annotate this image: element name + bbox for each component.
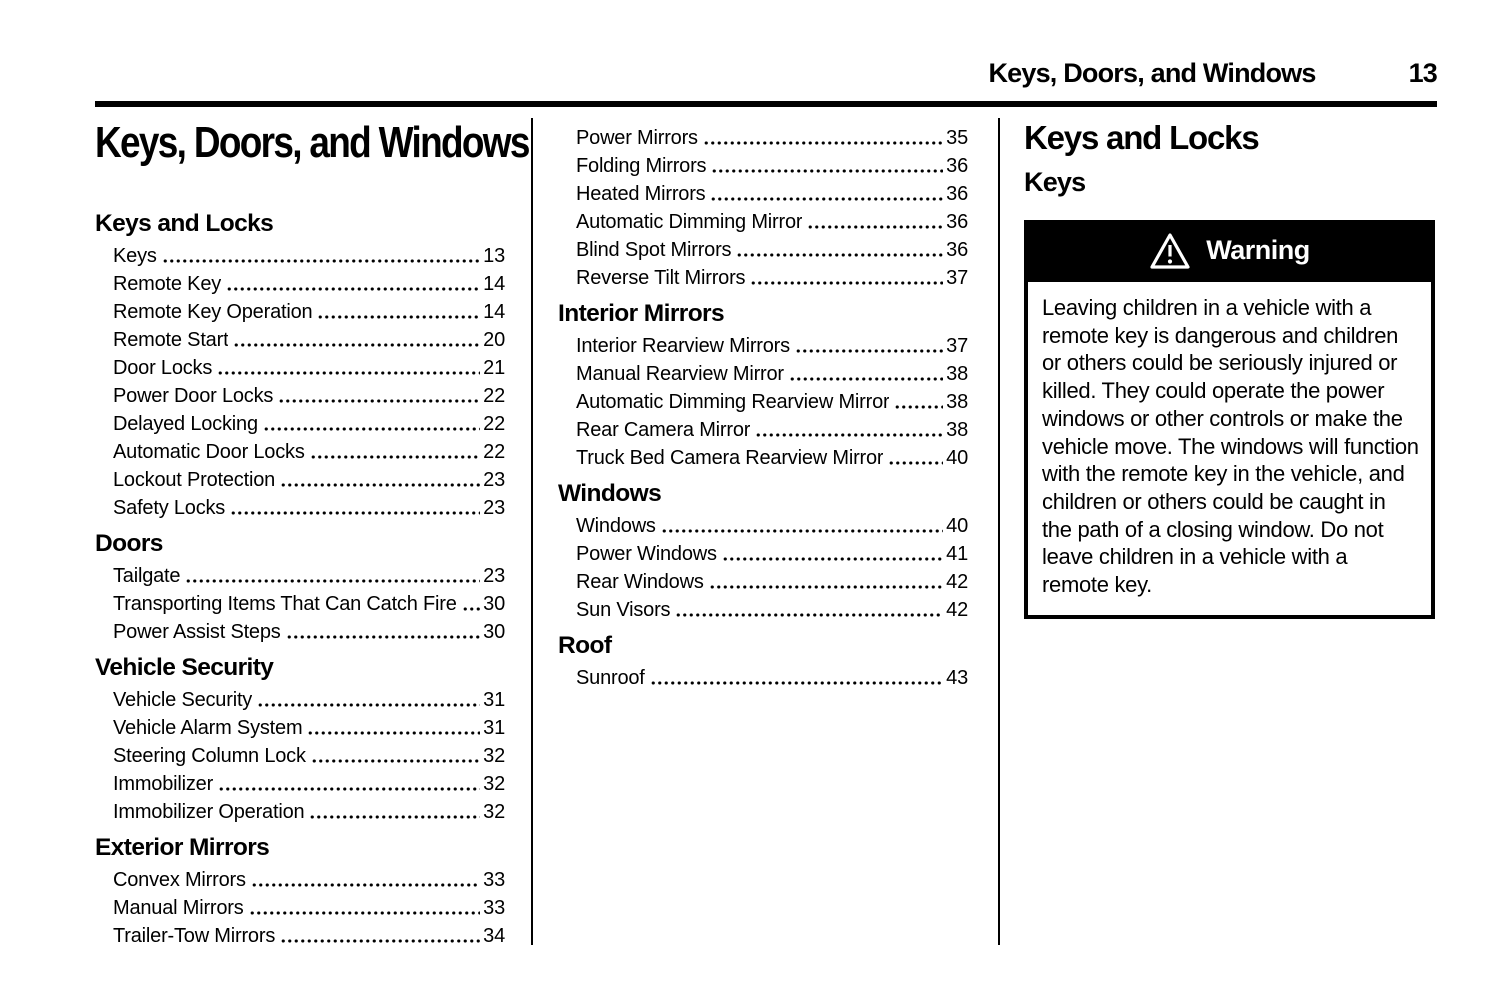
toc-entry-label: Folding Mirrors [576, 155, 707, 177]
toc-entry-label: Convex Mirrors [113, 868, 246, 891]
toc-entry-label: Windows [576, 515, 656, 537]
warning-triangle-icon [1149, 232, 1191, 270]
toc-entry-page: 22 [483, 384, 505, 407]
toc-entry-label: Vehicle Alarm System [113, 716, 303, 739]
toc-entry-page: 20 [483, 328, 505, 351]
toc-entry-page: 14 [483, 300, 505, 323]
toc-item-list [95, 686, 505, 826]
running-header-title: Keys, Doors, and Windows [988, 58, 1316, 88]
toc-entry-label: Rear Camera Mirror [576, 419, 751, 441]
toc-leader-dots [750, 281, 943, 285]
chapter-title: Keys, Doors, and Windows [95, 118, 529, 167]
toc-entry-page: 36 [946, 239, 968, 261]
toc-leader-dots [280, 483, 480, 487]
toc-entry [113, 590, 505, 618]
warning-body-text: Leaving children in a vehicle with a remote key is dangerous and children or others could be seriously injured or killed. They could operate the power windows or other controls or make the vehicle move. The windows will function with the remote key in the vehicle, and children or others could be caught in the path of a closing window. Do not leave children in a vehicle with a remote key. [1024, 282, 1435, 619]
toc-item-list [95, 866, 505, 950]
toc-entry [113, 242, 505, 270]
toc-section [95, 530, 505, 646]
toc-section [558, 300, 968, 472]
toc-section-heading: Doors [95, 529, 163, 557]
toc-entry-label: Immobilizer [113, 772, 214, 795]
toc-entry [113, 382, 505, 410]
toc-entry-page: 38 [946, 363, 968, 385]
toc-column-1 [95, 118, 529, 950]
toc-leader-dots [709, 585, 944, 589]
toc-entry [576, 512, 968, 540]
toc-entry-label: Sun Visors [576, 599, 671, 621]
toc-entry-page: 42 [946, 599, 968, 621]
toc-entry [576, 208, 968, 236]
toc-leader-dots [722, 557, 943, 561]
toc-entry [113, 494, 505, 522]
toc-column-2 [558, 118, 968, 692]
toc-entry-label: Reverse Tilt Mirrors [576, 267, 746, 289]
toc-section-list-2 [558, 124, 968, 692]
toc-entry [576, 444, 968, 472]
toc-leader-dots [310, 455, 481, 459]
toc-entry [576, 388, 968, 416]
toc-entry-page: 31 [483, 716, 505, 739]
toc-leader-dots [263, 427, 480, 431]
toc-entry-label: Delayed Locking [113, 412, 258, 435]
toc-entry-label: Manual Mirrors [113, 896, 244, 919]
toc-leader-dots [795, 349, 943, 353]
toc-leader-dots [710, 197, 943, 201]
toc-entry-label: Automatic Dimming Rearview Mirror [576, 391, 890, 413]
toc-entry-label: Safety Locks [113, 496, 226, 519]
toc-entry-page: 36 [946, 183, 968, 205]
toc-entry-label: Heated Mirrors [576, 183, 706, 205]
toc-leader-dots [711, 169, 943, 173]
toc-entry-page: 37 [946, 335, 968, 357]
toc-entry [113, 770, 505, 798]
toc-entry-label: Power Door Locks [113, 384, 274, 407]
toc-entry-page: 42 [946, 571, 968, 593]
toc-entry-label: Automatic Door Locks [113, 440, 305, 463]
toc-leader-dots [233, 343, 480, 347]
toc-item-list [95, 242, 505, 522]
toc-section [558, 480, 968, 624]
toc-entry-label: Transporting Items That Can Catch Fire [113, 592, 457, 615]
toc-entry [113, 270, 505, 298]
article-column [1024, 118, 1435, 619]
toc-entry-page: 40 [946, 515, 968, 537]
toc-entry [576, 416, 968, 444]
toc-entry [576, 124, 968, 152]
toc-entry [113, 438, 505, 466]
toc-leader-dots [807, 225, 943, 229]
toc-entry-page: 33 [483, 896, 505, 919]
toc-entry-page: 43 [946, 667, 968, 689]
toc-section [558, 632, 968, 692]
toc-entry-page: 30 [483, 620, 505, 643]
toc-section-heading: Vehicle Security [95, 653, 274, 681]
toc-section [95, 834, 505, 950]
running-header [95, 58, 1437, 89]
toc-leader-dots [230, 511, 480, 515]
toc-entry-page: 13 [483, 244, 505, 267]
page-number: 13 [1408, 58, 1437, 88]
toc-entry-label: Remote Key Operation [113, 300, 313, 323]
toc-entry-label: Power Mirrors [576, 127, 698, 149]
toc-entry [576, 152, 968, 180]
toc-entry-page: 38 [946, 419, 968, 441]
toc-section-heading: Windows [558, 480, 662, 507]
toc-entry-label: Sunroof [576, 667, 645, 689]
toc-entry-label: Keys [113, 244, 157, 267]
toc-entry-page: 40 [946, 447, 968, 469]
toc-entry [576, 596, 968, 624]
column-divider-1 [531, 118, 533, 945]
toc-leader-dots [317, 315, 480, 319]
toc-entry-page: 37 [946, 267, 968, 289]
toc-entry-page: 34 [483, 924, 505, 947]
toc-leader-dots [280, 939, 480, 943]
warning-box [1024, 220, 1435, 619]
toc-entry-label: Power Assist Steps [113, 620, 281, 643]
toc-entry [113, 686, 505, 714]
toc-entry-page: 32 [483, 772, 505, 795]
toc-entry-page: 32 [483, 744, 505, 767]
toc-entry-page: 23 [483, 496, 505, 519]
toc-leader-dots [251, 883, 480, 887]
toc-entry [576, 664, 968, 692]
toc-leader-dots [162, 259, 480, 263]
toc-entry-label: Vehicle Security [113, 688, 253, 711]
toc-leader-dots [736, 253, 943, 257]
toc-entry-page: 14 [483, 272, 505, 295]
toc-entry [113, 618, 505, 646]
toc-section [95, 654, 505, 826]
toc-leader-dots [755, 433, 943, 437]
toc-entry [113, 298, 505, 326]
toc-entry [576, 180, 968, 208]
toc-entry [576, 540, 968, 568]
toc-entry [113, 466, 505, 494]
toc-leader-dots [257, 703, 480, 707]
toc-entry-page: 30 [483, 592, 505, 615]
toc-leader-dots [309, 815, 480, 819]
toc-entry-page: 22 [483, 412, 505, 435]
toc-section-heading: Roof [558, 632, 612, 659]
toc-entry-page: 36 [946, 155, 968, 177]
toc-leader-dots [789, 377, 943, 381]
toc-leader-dots [249, 911, 481, 915]
toc-entry-page: 38 [946, 391, 968, 413]
toc-leader-dots [894, 405, 943, 409]
header-rule [95, 101, 1437, 107]
toc-entry [113, 326, 505, 354]
toc-entry-label: Remote Start [113, 328, 229, 351]
toc-entry-label: Truck Bed Camera Rearview Mirror [576, 447, 884, 469]
article-section-heading: Keys and Locks [1024, 119, 1259, 156]
toc-item-list [558, 332, 968, 472]
toc-entry [576, 236, 968, 264]
toc-entry-label: Tailgate [113, 564, 181, 587]
toc-entry-page: 31 [483, 688, 505, 711]
toc-entry-page: 33 [483, 868, 505, 891]
column-divider-2 [998, 118, 1000, 945]
toc-leader-dots [307, 731, 480, 735]
toc-leader-dots [661, 529, 943, 533]
toc-entry-label: Remote Key [113, 272, 222, 295]
toc-entry-page: 23 [483, 468, 505, 491]
toc-entry [576, 264, 968, 292]
toc-entry-page: 22 [483, 440, 505, 463]
toc-entry-label: Immobilizer Operation [113, 800, 305, 823]
toc-entry [576, 332, 968, 360]
toc-entry [576, 360, 968, 388]
toc-entry-label: Automatic Dimming Mirror [576, 211, 803, 233]
toc-section-heading: Keys and Locks [95, 209, 274, 237]
toc-entry [113, 894, 505, 922]
toc-section [95, 210, 505, 522]
toc-section-list-1 [95, 210, 505, 950]
toc-entry [113, 354, 505, 382]
toc-entry [113, 714, 505, 742]
toc-entry-label: Blind Spot Mirrors [576, 239, 732, 261]
toc-entry-label: Rear Windows [576, 571, 704, 593]
toc-item-list [558, 664, 968, 692]
toc-leader-dots [703, 141, 943, 145]
toc-entry [113, 798, 505, 826]
toc-entry [113, 922, 505, 950]
toc-entry-page: 32 [483, 800, 505, 823]
toc-leader-dots [218, 787, 480, 791]
toc-leader-dots [226, 287, 480, 291]
toc-entry-label: Steering Column Lock [113, 744, 306, 767]
toc-entry-label: Manual Rearview Mirror [576, 363, 784, 385]
toc-item-list [95, 562, 505, 646]
toc-leader-dots [888, 461, 943, 465]
toc-leader-dots [462, 607, 480, 611]
toc-leader-dots [311, 759, 480, 763]
toc-entry [576, 568, 968, 596]
toc-entry-label: Door Locks [113, 356, 213, 379]
toc-section [558, 124, 968, 292]
toc-entry [113, 742, 505, 770]
toc-item-list [558, 512, 968, 624]
toc-entry-label: Power Windows [576, 543, 717, 565]
toc-entry-page: 36 [946, 211, 968, 233]
toc-leader-dots [185, 579, 480, 583]
toc-item-list [558, 124, 968, 292]
toc-section-heading: Interior Mirrors [558, 300, 725, 327]
toc-entry [113, 562, 505, 590]
article-subsection-heading: Keys [1024, 167, 1086, 198]
toc-entry [113, 410, 505, 438]
warning-title: Warning [1206, 235, 1310, 266]
toc-leader-dots [278, 399, 480, 403]
toc-entry-page: 35 [946, 127, 968, 149]
toc-entry-page: 21 [483, 356, 505, 379]
toc-entry [113, 866, 505, 894]
toc-leader-dots [286, 635, 481, 639]
toc-leader-dots [675, 613, 943, 617]
toc-leader-dots [650, 681, 943, 685]
warning-box-header [1024, 220, 1435, 282]
toc-entry-label: Trailer-Tow Mirrors [113, 924, 276, 947]
toc-entry-label: Interior Rearview Mirrors [576, 335, 790, 357]
toc-entry-label: Lockout Protection [113, 468, 276, 491]
toc-entry-page: 23 [483, 564, 505, 587]
toc-section-heading: Exterior Mirrors [95, 833, 270, 861]
toc-entry-page: 41 [946, 543, 968, 565]
content-columns [95, 118, 1437, 948]
toc-leader-dots [217, 371, 480, 375]
